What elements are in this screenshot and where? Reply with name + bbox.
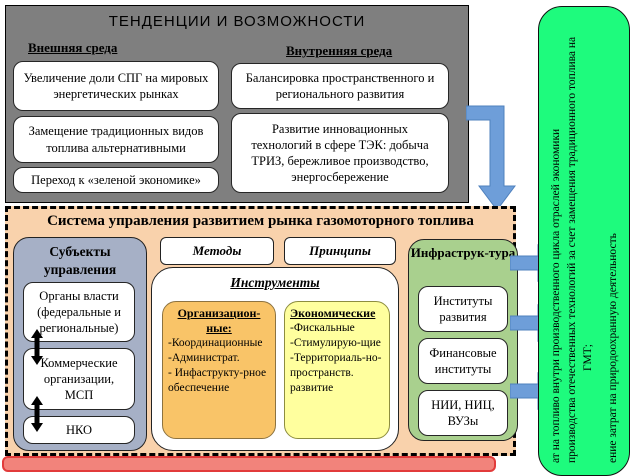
organizational-item: -Координационные: [168, 337, 263, 349]
outcomes-rotated-text: [539, 7, 629, 475]
organizational-heading: Организацион-ные:: [177, 306, 261, 335]
infrastructure-research-institutes: НИИ, НИЦ, ВУЗы: [418, 390, 508, 436]
infrastructure-panel: [408, 239, 518, 441]
management-system-panel: [5, 206, 516, 456]
external-environment-heading: Внешняя среда: [28, 40, 118, 55]
organizational-item: -Администрат.: [168, 351, 240, 364]
infrastructure-heading: Инфраструк-тура: [410, 245, 516, 260]
subject-authorities: Органы власти (федеральные и региональные): [23, 282, 135, 342]
down-elbow-arrow-icon: [466, 100, 520, 212]
infrastructure-development-institutes: Институты развития: [418, 286, 508, 332]
trends-panel: [5, 5, 469, 203]
bottom-red-box: [2, 456, 496, 472]
trends-title: ТЕНДЕНЦИИ И ВОЗМОЖНОСТИ: [108, 13, 366, 30]
organizational-instruments-box: [162, 301, 276, 439]
outcome-line: ение затрат на природоохранную деятельность: [607, 233, 619, 463]
system-title: Система управления развитием рынка газомоторного топлива: [47, 213, 474, 229]
economic-item: -Стимулирую-щие: [290, 336, 381, 349]
external-trend-fuel-substitution: Замещение традиционных видов топлива альтернативными: [13, 116, 219, 163]
internal-environment-heading: Внутренняя среда: [286, 43, 393, 58]
outcome-line: производства отечественных технологий за счет замещения традиционного топлива на: [566, 36, 578, 463]
up-down-arrow-icon: [30, 329, 44, 365]
external-trend-green-economy: Переход к «зеленой экономике»: [13, 167, 219, 193]
instruments-heading: Инструменты: [230, 275, 320, 290]
subject-nko: НКО: [23, 416, 135, 444]
economic-item: -Территориаль-но-пространств. развитие: [290, 351, 382, 394]
instruments-panel: [151, 267, 399, 451]
subjects-panel: [13, 237, 147, 451]
internal-trend-innovation: Развитие инновационных технологий в сфере ТЭК: добыча ТРИЗ, бережливое производство, энергосбережение: [231, 113, 449, 193]
economic-item: -Фискальные: [290, 322, 355, 334]
external-trend-lng: Увеличение доли СПГ на мировых энергетических рынках: [13, 61, 219, 111]
organizational-item: - Инфаструкту-рное обеспечение: [168, 366, 267, 394]
up-down-arrow-icon: [30, 396, 44, 432]
subjects-heading: Субъекты управления: [43, 244, 117, 277]
outcome-line: ат на топливо внутри производственного цикла отраслей экономики: [550, 128, 562, 463]
methods-box: Методы: [160, 237, 274, 265]
economic-heading: Экономические: [290, 306, 376, 320]
internal-trend-balancing: Балансировка пространственного и регионального развития: [231, 63, 449, 109]
subject-commercial: Коммерческие организации, МСП: [23, 348, 135, 410]
infrastructure-financial-institutes: Финансовые институты: [418, 338, 508, 384]
outcome-line: ГМТ;: [582, 344, 594, 371]
economic-instruments-box: [284, 301, 390, 439]
principles-box: Принципы: [284, 237, 396, 265]
outcomes-panel: [538, 6, 630, 476]
